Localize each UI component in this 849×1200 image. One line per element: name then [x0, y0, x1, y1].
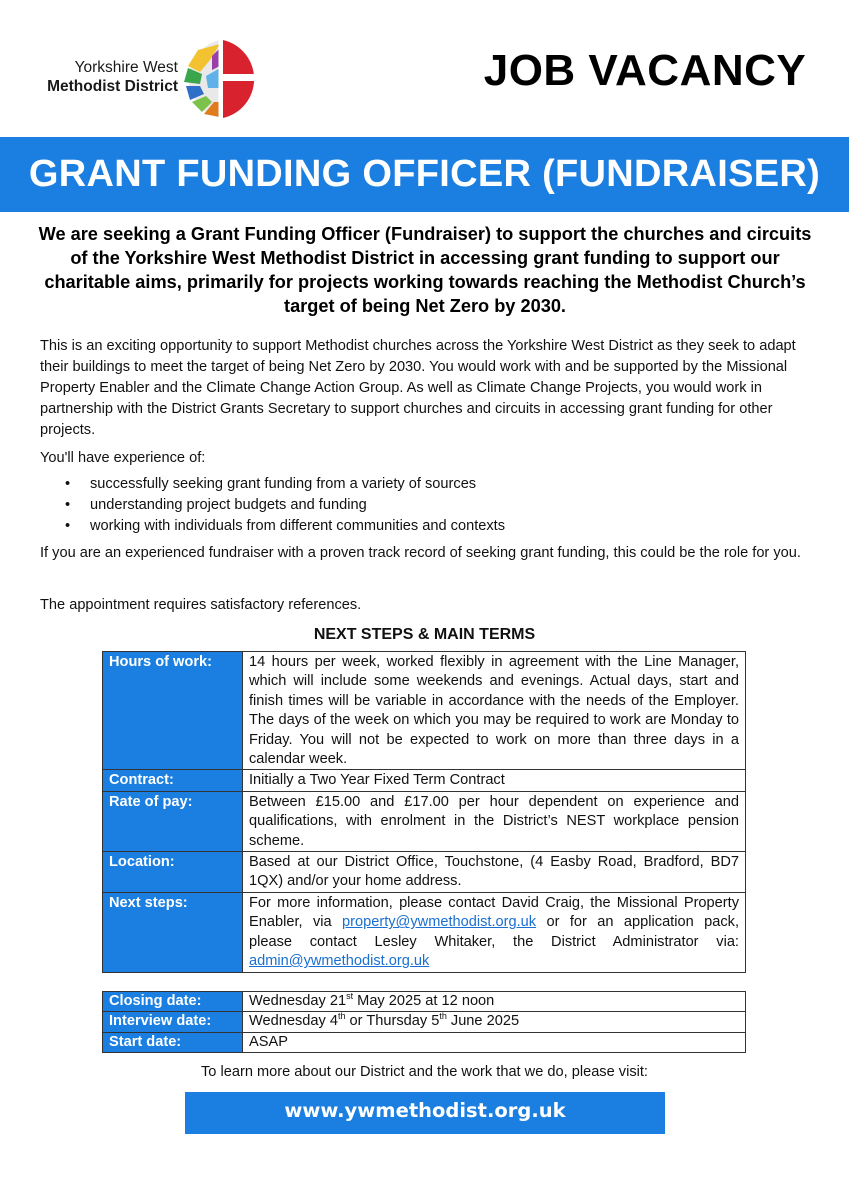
intro-statement: We are seeking a Grant Funding Officer (Fundraiser) to support the churches and circuits of the Yorkshire West Methodist District in accessing grant funding to support our charitable aims, primarily for projects working towards reaching the Methodist Church’s target of being Net Zero by 2030. [38, 224, 812, 316]
interview-date-sup2: th [439, 1011, 447, 1022]
start-date-label: Start date: [103, 1032, 243, 1052]
interview-date-value [243, 1012, 746, 1032]
closing-date-pre: Wednesday 21 [249, 993, 347, 1009]
interview-date-sup1: th [337, 1011, 346, 1022]
row-value: 14 hours per week, worked flexibly in agreement with the Line Manager, which will include some weekends and evenings. Actual days, start and finish times will be variable in accordance with the needs of the Employer. The days of the week on which you may be required to work are Monday to Friday. You will not be expected to work on more than three days in a calendar week. [243, 652, 746, 770]
list-item-text: working with individuals from different communities and contexts [90, 518, 506, 534]
job-title: GRANT FUNDING OFFICER (FUNDRAISER) [28, 153, 821, 195]
bullet-icon: • [65, 476, 71, 492]
table-row [103, 770, 746, 791]
table-row [103, 791, 746, 851]
row-label: Next steps: [103, 892, 243, 972]
table-row [103, 892, 746, 972]
row-label: Location: [103, 852, 243, 893]
interview-date-label: Interview date: [103, 1012, 243, 1032]
district-logo [38, 38, 268, 120]
row-label: Hours of work: [103, 652, 243, 770]
logo-line-1: Yorkshire West [74, 59, 178, 76]
interview-date-pre: Wednesday 4 [249, 1013, 338, 1030]
start-date-value: ASAP [243, 1032, 746, 1052]
interview-date-post: June 2025 [446, 1013, 520, 1030]
closing-date-post: May 2025 at 12 noon [353, 993, 495, 1009]
table-row [103, 1012, 746, 1032]
list-item [40, 495, 505, 516]
bullet-icon: • [65, 518, 71, 534]
list-item-text: successfully seeking grant funding from a variety of sources [90, 476, 477, 492]
row-label: Rate of pay: [103, 791, 243, 851]
description-paragraph: This is an exciting opportunity to support Methodist churches across the Yorkshire West District as they seek to adapt their buildings to meet the target of being Net Zero by 2030. You would work with and be supported by the Missional Property Enabler and the Climate Change Action Group. As well as Climate Change Projects, you would work in partnership with the District Grants Secretary to support churches and circuits in accessing grant funding for other projects. [40, 338, 796, 438]
table-row [103, 992, 746, 1012]
closing-date-label: Closing date: [103, 992, 243, 1012]
list-item [40, 516, 505, 537]
row-label: Contract: [103, 770, 243, 791]
interview-date-mid: or Thursday 5 [345, 1013, 440, 1030]
row-value: Between £15.00 and £17.00 per hour dependent on experience and qualifications, with enrolment in the District’s NEST workplace pension scheme. [243, 791, 746, 851]
dates-table [102, 991, 746, 1053]
next-steps-text-b: or for an application pack, please contact Lesley Whitaker, the District Administrator via: [249, 914, 739, 950]
table-row [103, 1032, 746, 1052]
row-value [243, 892, 746, 972]
methodist-cross-icon [178, 38, 268, 120]
table-row [103, 852, 746, 893]
closing-date-sup: st [346, 991, 354, 1002]
list-item-text: understanding project budgets and funding [90, 497, 367, 513]
next-steps-title: NEXT STEPS & MAIN TERMS [313, 626, 536, 643]
row-value: Based at our District Office, Touchstone, (4 Easby Road, Bradford, BD7 1QX) and/or your home address. [243, 852, 746, 893]
bullet-icon: • [65, 497, 71, 513]
row-value: Initially a Two Year Fixed Term Contract [243, 770, 746, 791]
job-vacancy-heading: JOB VACANCY [483, 46, 807, 95]
list-item [40, 474, 505, 495]
fundraiser-paragraph: If you are an experienced fundraiser with a proven track record of seeking grant funding, this could be the role for you. [40, 545, 801, 561]
experience-heading: You'll have experience of: [40, 450, 206, 466]
logo-line-2: Methodist District [47, 78, 178, 95]
experience-list [40, 474, 505, 537]
closing-date-value [243, 992, 746, 1012]
website-link-button[interactable]: www.ywmethodist.org.uk [185, 1092, 665, 1134]
references-paragraph: The appointment requires satisfactory references. [40, 597, 362, 613]
property-email-link[interactable]: property@ywmethodist.org.uk [342, 914, 537, 931]
logo-text [38, 58, 178, 96]
table-row [103, 652, 746, 770]
learn-more-text: To learn more about our District and the work that we do, please visit: [201, 1064, 648, 1080]
next-steps-text-a: For more information, please contact David Craig, the Missional Property Enabler, via [249, 894, 739, 931]
admin-email-link[interactable]: admin@ywmethodist.org.uk [249, 953, 430, 970]
terms-table [102, 651, 746, 973]
